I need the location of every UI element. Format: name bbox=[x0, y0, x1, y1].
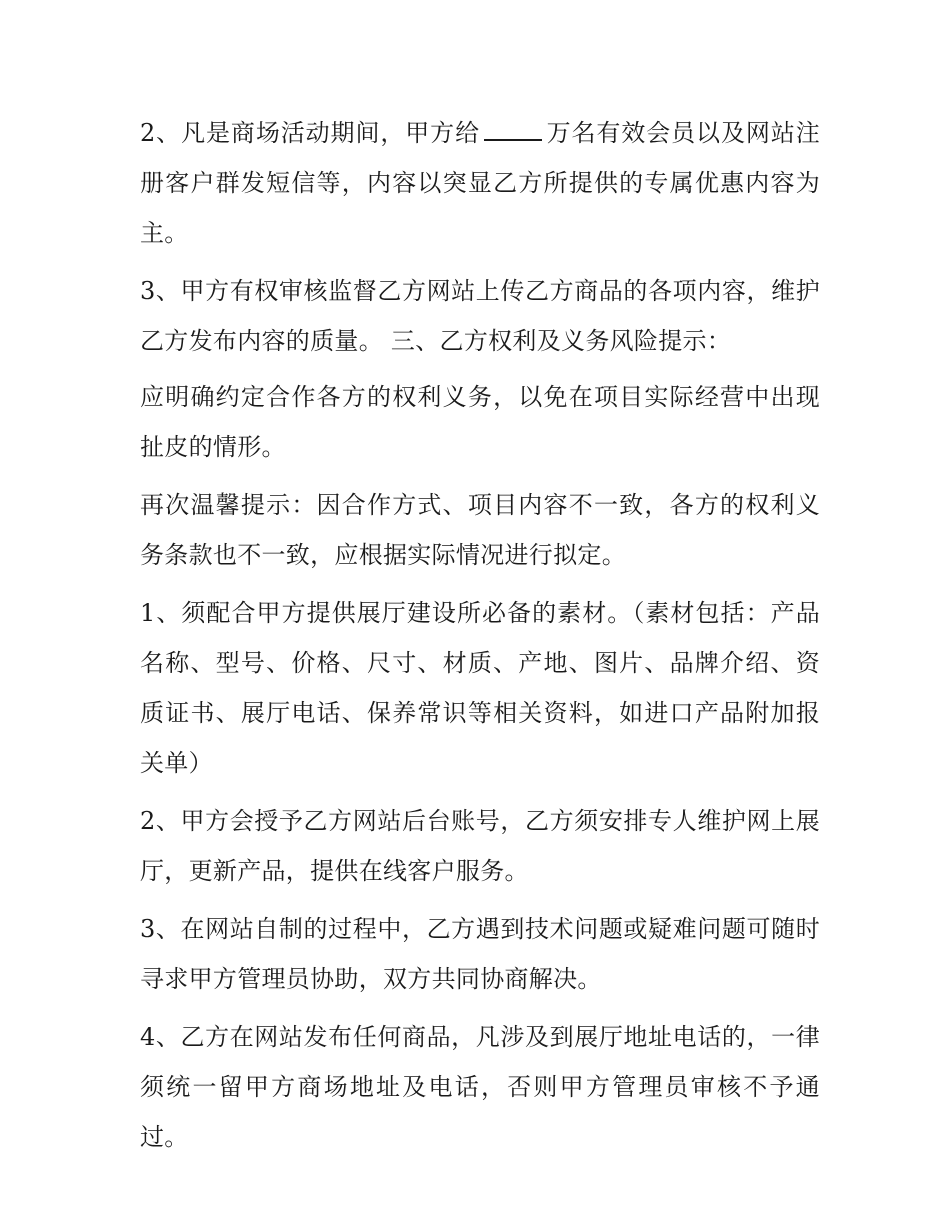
document-page bbox=[140, 108, 820, 1170]
paragraph-backend-account: 2、甲方会授予乙方网站后台账号，乙方须安排专人维护网上展厅，更新产品，提供在线客户服务。 bbox=[140, 807, 820, 885]
paragraph-member-sms-start: 2、凡是商场活动期间，甲方给 bbox=[140, 119, 480, 147]
paragraph-technical-support: 3、在网站自制的过程中，乙方遇到技术问题或疑难问题可随时寻求甲方管理员协助，双方共同协商解决。 bbox=[140, 915, 820, 993]
paragraph-materials: 1、须配合甲方提供展厅建设所必备的素材。（素材包括：产品名称、型号、价格、尺寸、材质、产地、图片、品牌介绍、资质证书、展厅电话、保养常识等相关资料，如进口产品附加报关单） bbox=[140, 599, 820, 777]
paragraph-address-policy: 4、乙方在网站发布任何商品，凡涉及到展厅地址电话的，一律须统一留甲方商场地址及电话，否则甲方管理员审核不予通过。 bbox=[140, 1023, 820, 1151]
paragraph-review-rights: 3、甲方有权审核监督乙方网站上传乙方商品的各项内容，维护乙方发布内容的质量。 三、乙方权利及义务风险提示： bbox=[140, 277, 820, 355]
paragraph-member-sms bbox=[140, 108, 820, 258]
fill-in-blank[interactable] bbox=[484, 119, 542, 141]
paragraph-member-sms-end: 万名有效会员以及网站注册客户群发短信等，内容以突显乙方所提供的专属优惠内容为主。 bbox=[140, 119, 820, 247]
paragraph-risk-note: 应明确约定合作各方的权利义务，以免在项目实际经营中出现扯皮的情形。 bbox=[140, 383, 820, 461]
paragraph-reminder: 再次温馨提示：因合作方式、项目内容不一致，各方的权利义务条款也不一致，应根据实际情况进行拟定。 bbox=[140, 491, 820, 569]
